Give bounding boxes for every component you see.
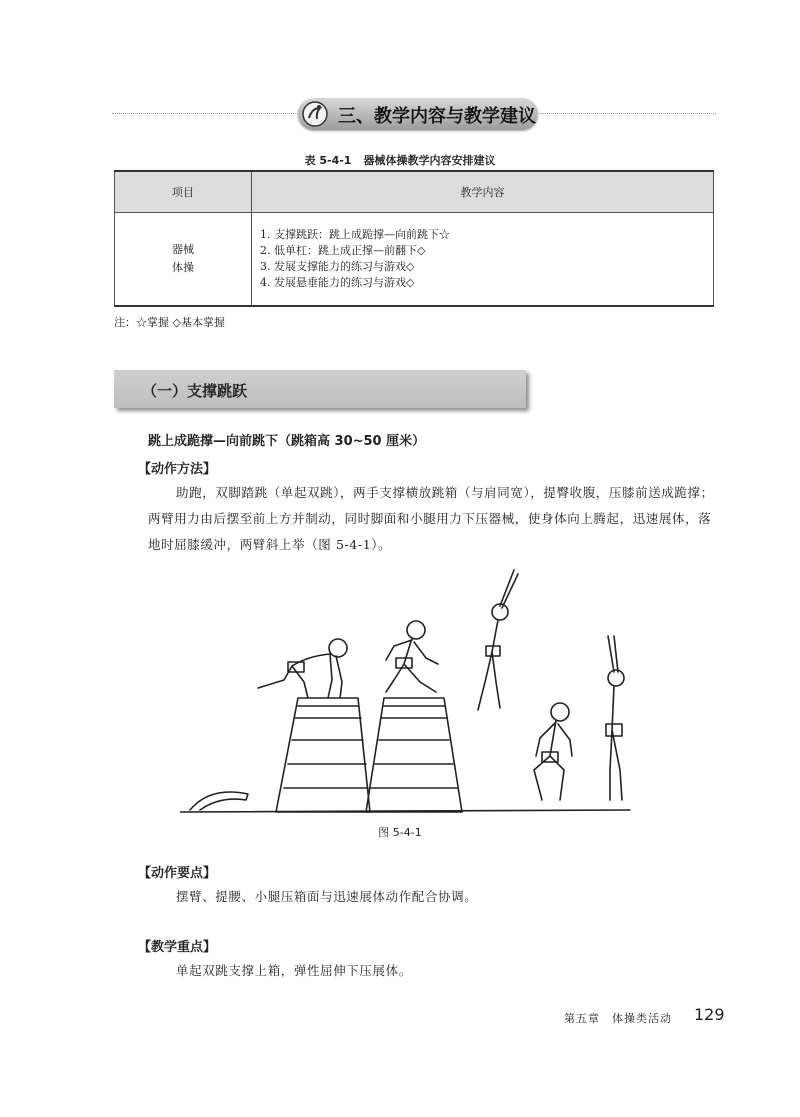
list-item: 4. 发展悬垂能力的练习与游戏◇ [260,276,415,289]
vaulting-box [276,698,370,812]
table-caption-text: 器械体操教学内容安排建议 [363,154,496,167]
exercise-heading: 跳上成跪撑—向前跳下（跳箱高 30~50 厘米） [148,434,426,449]
divider-right [540,113,716,114]
list-item: 2. 低单杠：跳上成正撑—前翻下◇ [260,244,426,257]
gymnast-figure [606,636,624,800]
project-cell [115,213,252,307]
focus-text: 单起双跳支撑上箱，弹性屈伸下压展体。 [176,963,412,978]
table-row [115,213,714,307]
section-title: 三、教学内容与教学建议 [338,106,536,127]
springboard [190,792,248,810]
keypoints-text: 摆臂、提腰、小腿压箱面与迅速展体动作配合协调。 [176,889,478,904]
gymnast-figure [258,639,347,698]
gymnast-figure [534,703,572,800]
figure-caption: 图 5-4-1 [378,826,422,839]
figure-illustration [180,560,640,830]
project-line: 体操 [172,261,194,274]
list-item: 3. 发展支撑能力的练习与游戏◇ [260,260,415,273]
table-caption [0,152,800,168]
header-content: 教学内容 [252,171,714,213]
table-number: 表 5-4-1 [304,154,352,167]
table-note: 注：☆掌握 ◇基本掌握 [114,316,225,329]
list-item: 1. 支撑跳跃：跳上成跪撑—向前跳下☆ [260,228,450,241]
keypoints-label: 【动作要点】 [138,866,217,881]
focus-label: 【教学重点】 [138,940,217,955]
content-cell [252,213,714,307]
divider-left [112,113,298,114]
project-line: 器械 [172,243,194,256]
page-number: 129 [694,1005,725,1024]
gymnast-figure [386,621,438,692]
table-header-row [115,171,714,213]
chapter-label: 第五章 体操类活动 [564,1012,672,1025]
vaulting-box [366,698,462,812]
content-table [114,170,714,307]
header-project: 项目 [115,171,252,213]
gymnast-emblem-icon [300,100,330,128]
method-text: 助跑，双脚踏跳（单起双跳），两手支撑横放跳箱（与肩同宽），提臀收腹，压膝前送成跪撑；两臂用力由后摆至前上方并制动，同时脚面和小腿用力下压器械，使身体向上腾起，迅速展体，落地时屈膝缓冲，两臂斜上举（图 5-4-1）。 [148,485,714,552]
method-label: 【动作方法】 [138,462,217,477]
gymnast-figure [478,570,518,710]
subsection-title: （一）支撑跳跃 [142,382,248,400]
